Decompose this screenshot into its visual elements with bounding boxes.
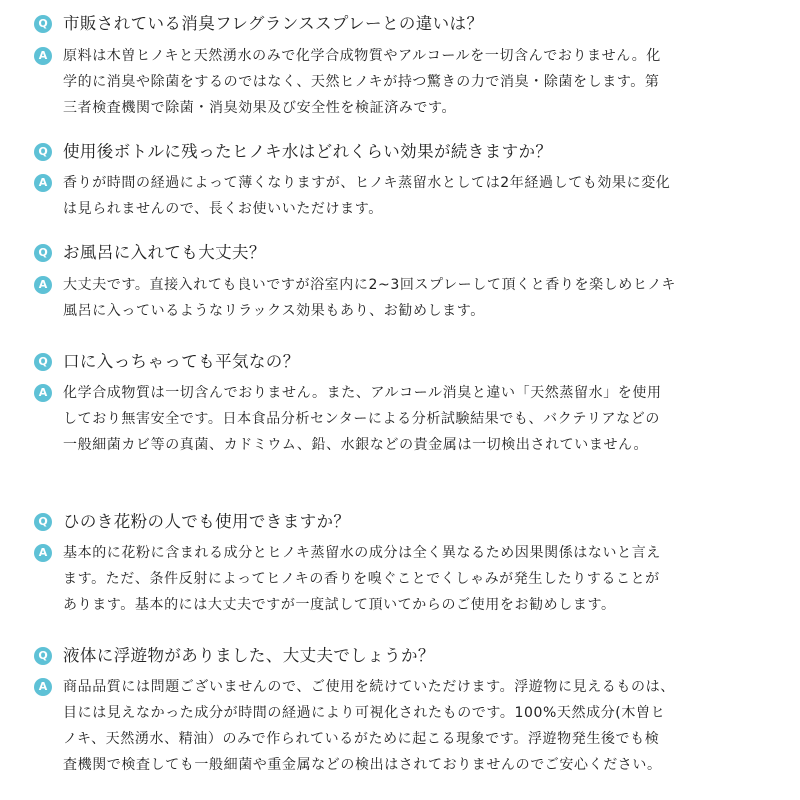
answer-line: 化学合成物質は一切含んでおりません。また、アルコール消臭と違い「天然蒸留水」を使用 — [63, 385, 662, 401]
answer-text — [63, 43, 775, 121]
answer-line: 香りが時間の経過によって薄くなりますが、ヒノキ蒸留水としては2年経過しても効果に変化 — [63, 175, 671, 191]
question-badge-icon: Q — [34, 15, 52, 33]
question-badge-icon: Q — [34, 353, 52, 371]
answer-badge-icon: A — [34, 544, 52, 562]
question-text: ひのき花粉の人でも使用できますか？ — [63, 512, 351, 531]
answer-text — [63, 540, 775, 618]
question-text: 口に入っちゃっても平気なの？ — [63, 352, 300, 371]
answer-line: しており無害安全です。日本食品分析センターによる分析試験結果でも、バクテリアなどの — [63, 411, 660, 427]
answer-text — [63, 272, 775, 324]
answer-line: 一般細菌カビ等の真菌、カドミウム、鉛、水銀などの貴金属は一切検出されていません。 — [63, 437, 649, 453]
answer-line: 査機関で検査しても一般細菌や重金属などの検出はされておりませんのでご安心ください。 — [63, 757, 662, 773]
answer-line: 基本的に花粉に含まれる成分とヒノキ蒸留水の成分は全く異なるため因果関係はないと言え — [63, 545, 661, 561]
answer-line: 学的に消臭や除菌をするのではなく、天然ヒノキが持つ驚きの力で消臭・除菌をします。第 — [63, 74, 660, 90]
answer-badge-icon: A — [34, 174, 52, 192]
answer-line: は見られませんので、長くお使いいただけます。 — [63, 201, 383, 217]
question-badge-icon: Q — [34, 647, 52, 665]
question-text: お風呂に入れても大丈夫？ — [63, 243, 266, 262]
answer-text — [63, 380, 775, 458]
question-text: 市販されている消臭フレグランススプレーとの違いは？ — [63, 14, 484, 33]
answer-line: 原料は木曽ヒノキと天然湧水のみで化学合成物質やアルコールを一切含んでおりません。化 — [63, 48, 661, 64]
answer-badge-icon: A — [34, 678, 52, 696]
answer-line: 商品品質には問題ございませんので、ご使用を続けていただけます。浮遊物に見えるものは、 — [63, 679, 675, 695]
answer-line: ノキ、天然湧水、精油）のみで作られているがために起こる現象です。浮遊物発生後でも検 — [63, 731, 660, 747]
answer-badge-icon: A — [34, 47, 52, 65]
question-badge-icon: Q — [34, 143, 52, 161]
answer-line: 大丈夫です。直接入れても良いですが浴室内に2~3回スプレーして頂くと香りを楽しめヒノキ — [63, 277, 676, 293]
question-badge-icon: Q — [34, 244, 52, 262]
answer-line: ます。ただ、条件反射によってヒノキの香りを嗅ぐことでくしゃみが発生したりすることが — [63, 571, 660, 587]
question-badge-icon: Q — [34, 513, 52, 531]
answer-badge-icon: A — [34, 276, 52, 294]
answer-line: 三者検査機関で除菌・消臭効果及び安全性を検証済みです。 — [63, 100, 457, 116]
question-text: 使用後ボトルに残ったヒノキ水はどれくらい効果が続きますか？ — [63, 142, 553, 161]
answer-text — [63, 170, 775, 222]
answer-line: 目には見えなかった成分が時間の経過により可視化されたものです。100%天然成分(木曽ヒ — [63, 705, 666, 721]
answer-line: 風呂に入っているようなリラックス効果もあり、お勧めします。 — [63, 303, 485, 319]
answer-badge-icon: A — [34, 384, 52, 402]
answer-text — [63, 674, 775, 778]
question-text: 液体に浮遊物がありました、大丈夫でしょうか？ — [63, 646, 435, 665]
answer-line: あります。基本的には大丈夫ですが一度試して頂いてからのご使用をお勧めします。 — [63, 597, 616, 613]
